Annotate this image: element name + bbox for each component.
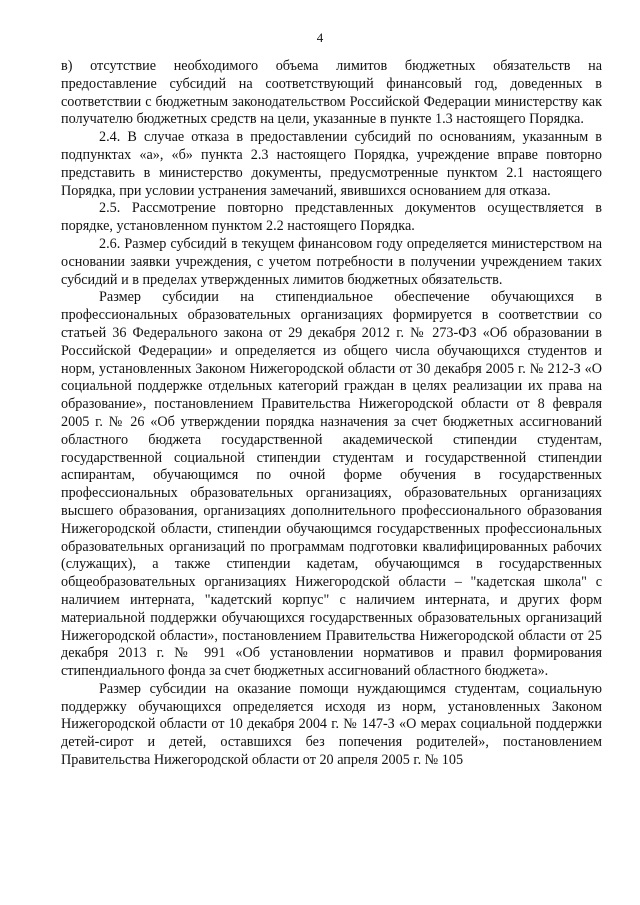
document-body	[61, 58, 602, 770]
paragraph-2-5: 2.5. Рассмотрение повторно представленных документов осуществляется в порядке, установленном пунктом 2.2 настоящего Порядка.	[61, 200, 602, 235]
page-number: 4	[316, 30, 324, 45]
paragraph-2-4: 2.4. В случае отказа в предоставлении субсидий по основаниям, указанным в подпунктах «а», «б» пункта 2.3 настоящего Порядка, учреждение вправе повторно представить в министерство документы, предусмотренные пунктом 2.1 настоящего Порядка, при условии устранения замечаний, явившихся основанием для отказа.	[61, 129, 602, 199]
paragraph-student-assistance-subsidy: Размер субсидии на оказание помощи нуждающимся студентам, социальную поддержку обучающихся определяется исходя из норм, установленных Законом Нижегородской области от 10 декабря 2004 г. № 147-З «О мерах социальной поддержки детей-сирот и детей, оставшихся без попечения родителей», постановлением Правительства Нижегородской области от 20 апреля 2005 г. № 105	[61, 680, 602, 769]
paragraph-stipend-subsidy: Размер субсидии на стипендиальное обеспечение обучающихся в профессиональных образовательных организациях формируется в соответствии со статьей 36 Федерального закона от 29 декабря 2012 г. № 273-ФЗ «Об образовании в Российской Федерации» и определяется из общего числа обучающихся студентов и норм, установленных Законом Нижегородской области от 30 декабря 2005 г. № 212-З «О социальной поддержке отдельных категорий граждан в целях реализации их права на образование», постановлением Правительства Нижегородской области от 8 февраля 2005 г. № 26 «Об утверждении порядка назначения за счет бюджетных ассигнований областного бюджета государственной академической стипендии студентам, государственной социальной стипендии студентам и государственной стипендии аспирантам, обучающимся по очной форме обучения в государственных профессиональных образовательных организациях, образовательных организациях высшего образования, организациях дополнительного профессионального образования Нижегородской области, стипендии обучающимся государственных профессиональных образовательных организаций по программам подготовки квалифицированных рабочих (служащих), а также стипендии кадетам, обучающимся в государственных общеобразовательных организациях Нижегородской области – "кадетская школа" с наличием интерната, "кадетский корпус" с наличием интерната, и других форм материальной поддержки обучающихся государственных образовательных организаций Нижегородской области», постановлением Правительства Нижегородской области от 25 декабря 2013 г. № 991 «Об установлении нормативов и правил формирования стипендиального фонда за счет бюджетных ассигнований областного бюджета».	[61, 289, 602, 680]
paragraph-2-6: 2.6. Размер субсидий в текущем финансовом году определяется министерством на основании заявки учреждения, с учетом потребности в получении учреждением таких субсидий и в пределах утвержденных лимитов бюджетных обязательств.	[61, 235, 602, 288]
paragraph-subpoint-v: в) отсутствие необходимого объема лимитов бюджетных обязательств на предоставление субсидий на соответствующий финансовый год, доведенных в соответствии с бюджетным законодательством Российской Федерации министерству как получателю бюджетных средств на цели, указанные в пункте 1.3 настоящего Порядка.	[61, 58, 602, 128]
